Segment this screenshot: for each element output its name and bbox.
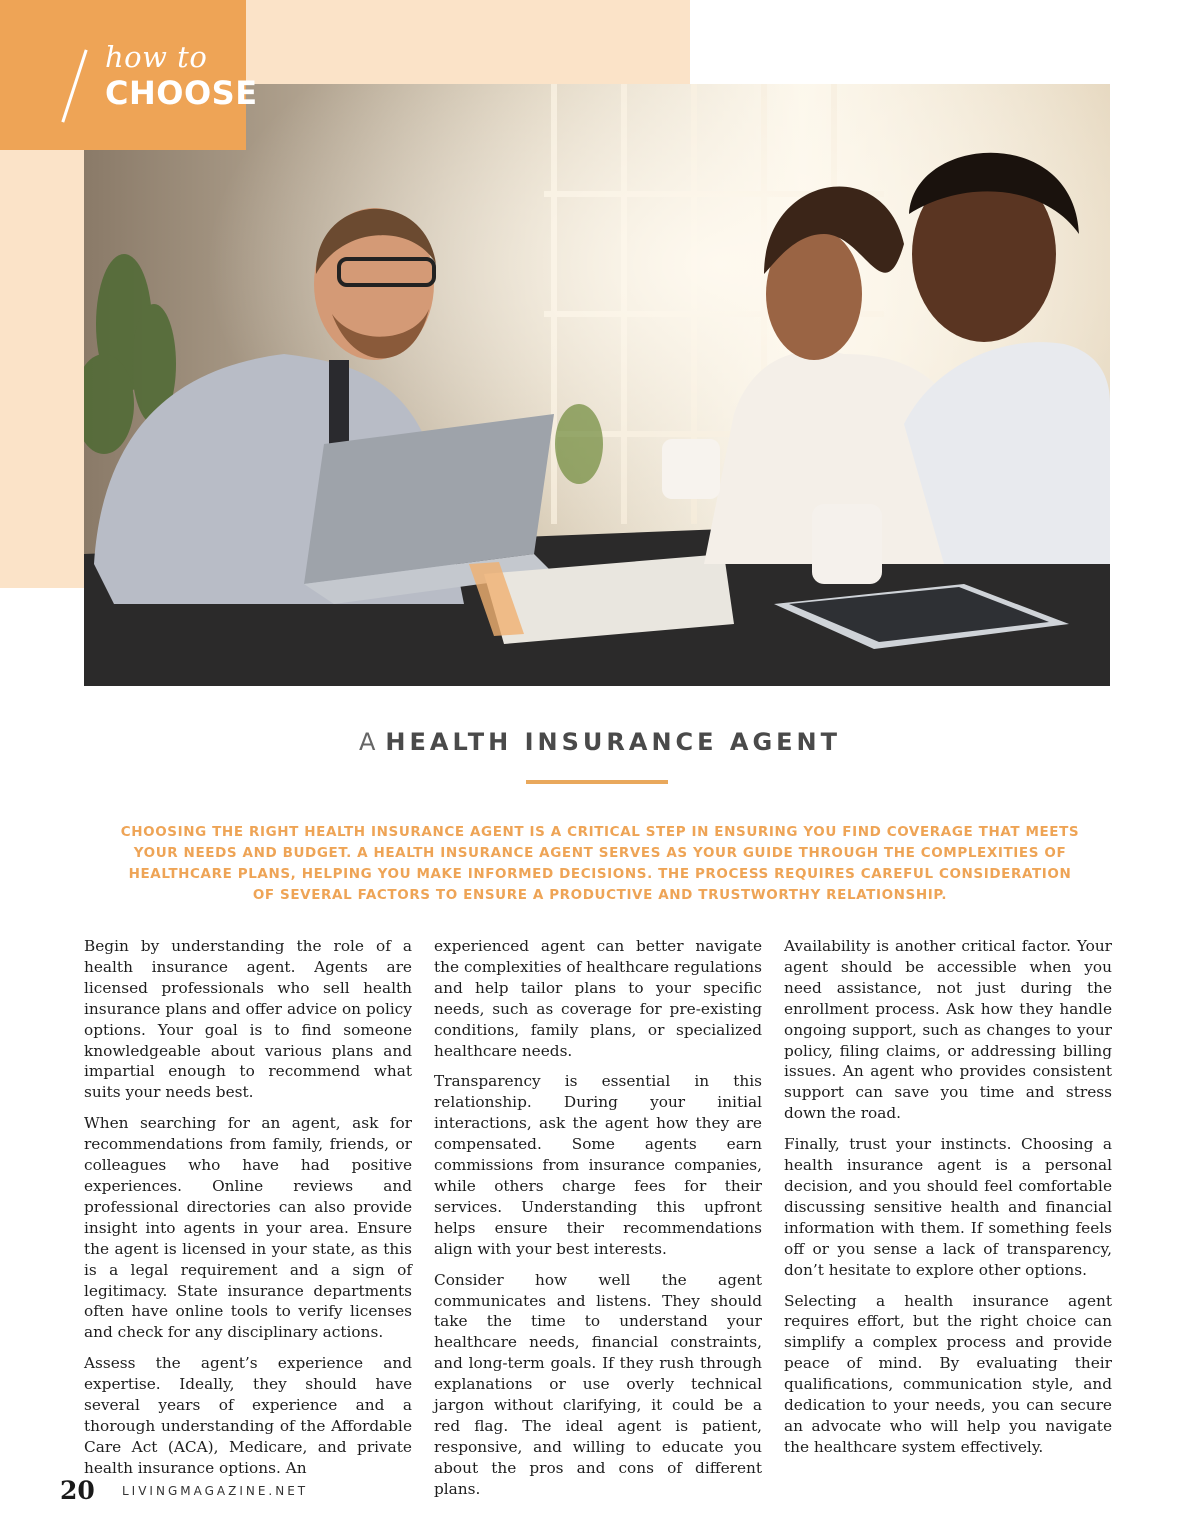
headline-title: HEALTH INSURANCE AGENT [385,728,842,756]
paragraph: When searching for an agent, ask for recommendations from family, friends, or colleagues who have had positive experiences. Online reviews and professional directories can also provide insight into agents in your area. Ensure the agent is licensed in your state, as this is a legal requirement and a sign of legitimacy. State insurance departments often have online tools to verify licenses and check for any disciplinary actions. [84,1114,412,1342]
paragraph: Selecting a health insurance agent requires effort, but the right choice can simplify a complex process and provide peace of mind. By evaluating their qualifications, communication style, and dedication to your needs, you can secure an advocate who will help you navigate the healthcare system effectively. [784,1291,1112,1456]
paragraph: Transparency is essential in this relationship. During your initial interactions, ask the agent how they are compensated. Some agents earn commissions from insurance companies, while others charge fees for their services. Understanding this upfront helps ensure their recommendations align with your best interests. [434,1072,762,1258]
headline-article: A [358,728,380,756]
hero-photo [84,84,1110,686]
body-column-2 [434,936,762,1510]
body-column-1 [84,936,412,1489]
headline-rule [526,780,668,784]
section-tag-kicker: how to [105,40,208,74]
slash-divider [61,49,87,122]
paragraph: Begin by understanding the role of a health insurance agent. Agents are licensed professionals who sell health insurance plans and offer advice on policy options. Your goal is to find someone knowledgeable about various plans and impartial enough to recommend what suits your needs best. [84,937,412,1102]
paragraph: Assess the agent’s experience and expertise. Ideally, they should have several years of experience and a thorough understanding of the Affordable Care Act (ACA), Medicare, and private health insurance options. An [84,1354,412,1477]
body-column-3 [784,936,1112,1468]
magazine-website: LIVINGMAGAZINE.NET [122,1484,309,1498]
paragraph: Availability is another critical factor. Your agent should be accessible when you need assistance, not just during the enrollment process. Ask how they handle ongoing support, such as changes to your policy, filing claims, or addressing billing issues. An agent who provides consistent support can save you time and stress down the road. [784,937,1112,1123]
hero-photo-illustration [84,84,1110,686]
section-tag [0,0,258,150]
article-lede: CHOOSING THE RIGHT HEALTH INSURANCE AGENT IS A CRITICAL STEP IN ENSURING YOU FIND COVERAGE THAT MEETS YOUR NEEDS AND BUDGET. A HEALTH INSURANCE AGENT SERVES AS YOUR GUIDE THROUGH THE COMPLEXITIES OF HEALTHCARE PLANS, HELPING YOU MAKE INFORMED DECISIONS. THE PROCESS REQUIRES CAREFUL CONSIDERATION OF SEVERAL FACTORS TO ENSURE A PRODUCTIVE AND TRUSTWORTHY RELATIONSHIP. [120,824,1080,903]
page-number: 20 [60,1476,95,1505]
article-headline [0,728,1200,756]
paragraph: Finally, trust your instincts. Choosing a health insurance agent is a personal decision, and you should feel comfortable discussing sensitive health and financial information with them. If something feels off or you sense a lack of transparency, don’t hesitate to explore other options. [784,1135,1112,1279]
paragraph: experienced agent can better navigate the complexities of healthcare regulations and help tailor plans to your specific needs, such as coverage for pre-existing conditions, family plans, or specialized healthcare needs. [434,937,762,1060]
paragraph: Consider how well the agent communicates and listens. They should take the time to understand your healthcare needs, financial constraints, and long-term goals. If they rush through explanations or use overly technical jargon without clarifying, it could be a red flag. The ideal agent is patient, responsive, and willing to educate you about the pros and cons of different plans. [434,1270,762,1498]
section-tag-title: CHOOSE [105,74,258,112]
